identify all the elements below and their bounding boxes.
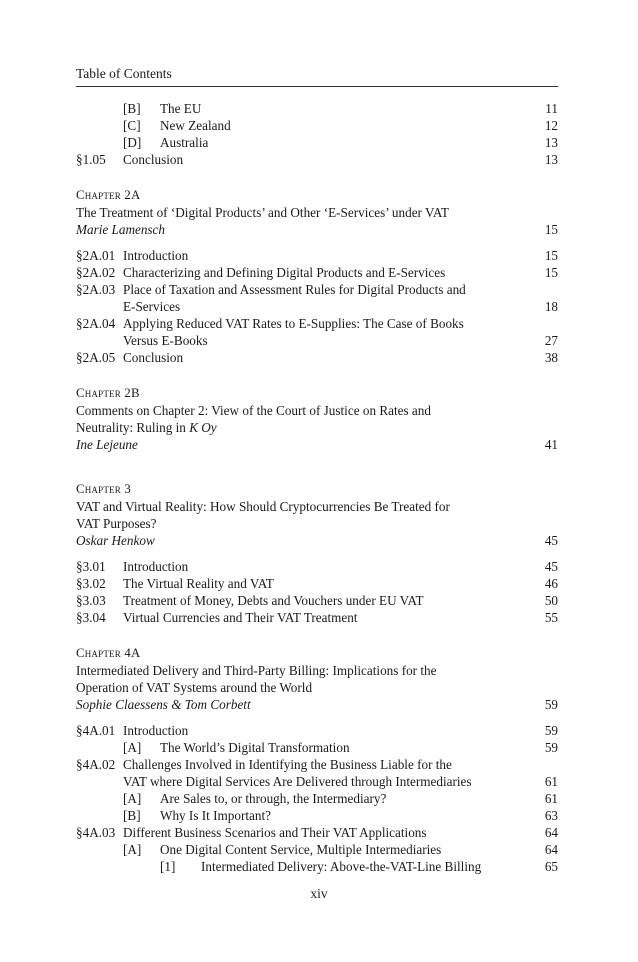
chapter-title-continued: Operation of VAT Systems around the World <box>76 680 313 695</box>
toc-entry-continued: VAT where Digital Services Are Delivered through Intermediaries 61 <box>123 774 558 789</box>
chapter-title: The Treatment of ‘Digital Products’ and Other ‘E-Services’ under VAT <box>76 205 449 220</box>
toc-entry: §1.05 Conclusion 13 <box>76 152 558 167</box>
chapter-heading: Chapter 3 <box>76 482 131 496</box>
chapter-title: Intermediated Delivery and Third-Party Billing: Implications for the <box>76 663 437 678</box>
chapter-author: Oskar Henkow 45 <box>76 533 558 548</box>
toc-entry: §2A.01 Introduction 15 <box>76 248 558 263</box>
chapter-title-continued: Neutrality: Ruling in K Oy <box>76 420 217 435</box>
chapter-author: Marie Lamensch 15 <box>76 222 558 237</box>
chapter-author: Ine Lejeune 41 <box>76 437 558 452</box>
toc-entry: §3.01 Introduction 45 <box>76 559 558 574</box>
toc-entry: [B] The EU 11 <box>123 101 558 116</box>
running-header: Table of Contents <box>76 66 172 81</box>
toc-entry: [1] Intermediated Delivery: Above-the-VAT-Line Billing 65 <box>160 859 558 874</box>
chapter-heading: Chapter 2B <box>76 386 140 400</box>
toc-entry: §3.03 Treatment of Money, Debts and Vouchers under EU VAT 50 <box>76 593 558 608</box>
toc-entry: [D] Australia 13 <box>123 135 558 150</box>
toc-entry: [B] Why Is It Important? 63 <box>123 808 558 823</box>
toc-entry: §4A.01 Introduction 59 <box>76 723 558 738</box>
toc-entry: §4A.02 Challenges Involved in Identifying the Business Liable for the <box>76 757 452 772</box>
toc-entry: §2A.03 Place of Taxation and Assessment Rules for Digital Products and <box>76 282 466 297</box>
toc-entry: §2A.04 Applying Reduced VAT Rates to E-Supplies: The Case of Books <box>76 316 464 331</box>
toc-entry: [A] Are Sales to, or through, the Intermediary? 61 <box>123 791 558 806</box>
toc-entry: §2A.02 Characterizing and Defining Digital Products and E-Services 15 <box>76 265 558 280</box>
toc-entry: §4A.03 Different Business Scenarios and Their VAT Applications 64 <box>76 825 558 840</box>
chapter-heading: Chapter 4A <box>76 646 141 660</box>
toc-body <box>76 100 558 875</box>
toc-entry: §3.04 Virtual Currencies and Their VAT Treatment 55 <box>76 610 558 625</box>
chapter-author: Sophie Claessens & Tom Corbett 59 <box>76 697 558 712</box>
chapter-heading: Chapter 2A <box>76 188 141 202</box>
toc-entry: [C] New Zealand 12 <box>123 118 558 133</box>
toc-entry: §2A.05 Conclusion 38 <box>76 350 558 365</box>
page-number: xiv <box>310 886 328 901</box>
chapter-title: VAT and Virtual Reality: How Should Cryptocurrencies Be Treated for <box>76 499 450 514</box>
chapter-title-continued: VAT Purposes? <box>76 516 157 531</box>
toc-entry: §3.02 The Virtual Reality and VAT 46 <box>76 576 558 591</box>
toc-entry: [A] One Digital Content Service, Multiple Intermediaries 64 <box>123 842 558 857</box>
header-rule <box>76 86 558 87</box>
toc-entry: [A] The World’s Digital Transformation 59 <box>123 740 558 755</box>
toc-entry-continued: Versus E-Books 27 <box>123 333 558 348</box>
toc-entry-continued: E-Services 18 <box>123 299 558 314</box>
chapter-title: Comments on Chapter 2: View of the Court of Justice on Rates and <box>76 403 431 418</box>
